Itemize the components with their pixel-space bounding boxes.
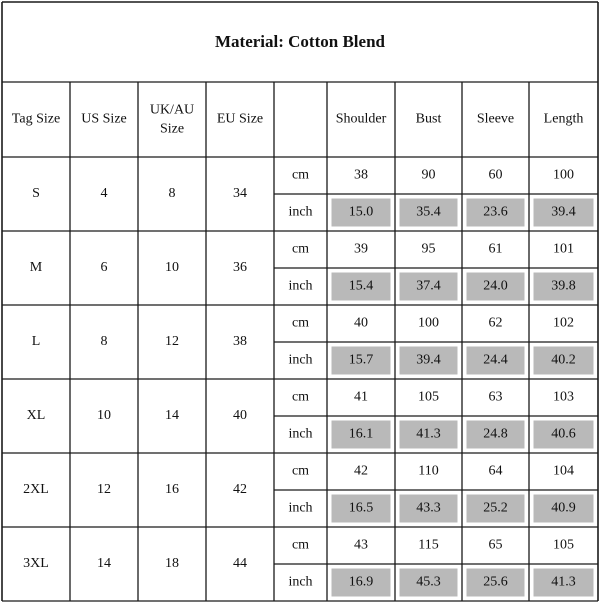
uk-au-size-cell: 12 (165, 334, 179, 350)
unit-label-inch: inch (288, 352, 313, 368)
inch-value-cell: 43.3 (416, 500, 441, 516)
inch-value-cell: 40.2 (551, 352, 576, 368)
cm-value-cell: 41 (354, 389, 368, 405)
header-eu-size: EU Size (216, 111, 264, 127)
inch-value-cell: 39.4 (551, 204, 576, 220)
cm-value-cell: 62 (488, 315, 503, 331)
cm-value-cell: 65 (488, 537, 503, 553)
cm-value-cell: 110 (418, 463, 439, 479)
eu-size-cell: 42 (233, 482, 247, 498)
unit-label-inch: inch (288, 426, 313, 442)
unit-label-inch: inch (288, 204, 313, 220)
us-size-cell: 6 (100, 260, 108, 276)
cm-value-cell: 105 (418, 389, 439, 405)
cm-value-cell: 42 (354, 463, 368, 479)
cm-value-cell: 64 (488, 463, 503, 479)
cm-value-cell: 102 (553, 315, 574, 331)
tag-size-cell: S (32, 186, 40, 202)
cm-value-cell: 105 (553, 537, 574, 553)
header-us-size: US Size (81, 111, 127, 127)
unit-label-cm: cm (291, 167, 310, 183)
eu-size-cell: 40 (233, 408, 247, 424)
cm-value-cell: 61 (488, 241, 503, 257)
eu-size-cell: 44 (233, 556, 247, 572)
cm-value-cell: 63 (488, 389, 503, 405)
cm-value-cell: 40 (354, 315, 368, 331)
cm-value-cell: 43 (354, 537, 368, 553)
inch-value-cell: 15.0 (348, 204, 374, 220)
unit-label-inch: inch (288, 574, 313, 590)
unit-label-cm: cm (291, 537, 310, 553)
eu-size-cell: 36 (233, 260, 247, 276)
unit-label-cm: cm (291, 389, 310, 405)
inch-value-cell: 35.4 (416, 204, 441, 220)
inch-value-cell: 45.3 (416, 574, 441, 590)
unit-label-inch: inch (288, 278, 313, 294)
unit-label-cm: cm (291, 463, 310, 479)
header-tag-size: Tag Size (11, 111, 61, 127)
inch-value-cell: 16.9 (348, 574, 374, 590)
unit-label-cm: cm (291, 241, 310, 257)
cm-value-cell: 104 (553, 463, 574, 479)
tag-size-cell: M (29, 260, 43, 276)
cm-value-cell: 100 (553, 167, 574, 183)
inch-value-cell: 41.3 (416, 426, 441, 442)
uk-au-size-cell: 14 (165, 408, 179, 424)
tag-size-cell: 3XL (23, 556, 49, 572)
cm-value-cell: 100 (418, 315, 439, 331)
us-size-cell: 8 (100, 334, 108, 350)
inch-value-cell: 16.5 (348, 500, 374, 516)
header-sleeve: Sleeve (476, 111, 515, 127)
inch-value-cell: 15.7 (348, 352, 374, 368)
uk-au-size-cell: 8 (168, 186, 176, 202)
tag-size-cell: L (31, 334, 41, 350)
header-bust: Bust (415, 111, 442, 127)
uk-au-size-cell: 18 (165, 556, 179, 572)
cm-value-cell: 103 (553, 389, 574, 405)
header-shoulder: Shoulder (335, 111, 387, 127)
us-size-cell: 4 (100, 186, 108, 202)
tag-size-cell: XL (26, 408, 46, 424)
inch-value-cell: 25.6 (483, 574, 508, 590)
cm-value-cell: 90 (421, 167, 436, 183)
unit-label-inch: inch (288, 500, 313, 516)
inch-value-cell: 24.8 (483, 426, 508, 442)
header-length: Length (543, 111, 584, 127)
inch-value-cell: 39.4 (416, 352, 441, 368)
table-title: Material: Cotton Blend (215, 31, 385, 51)
cm-value-cell: 60 (488, 167, 503, 183)
cm-value-cell: 101 (553, 241, 574, 257)
unit-label-cm: cm (291, 315, 310, 331)
inch-value-cell: 16.1 (348, 426, 374, 442)
eu-size-cell: 38 (233, 334, 247, 350)
inch-value-cell: 40.9 (551, 500, 576, 516)
uk-au-size-cell: 16 (165, 482, 179, 498)
inch-value-cell: 40.6 (551, 426, 576, 442)
uk-au-size-cell: 10 (165, 260, 179, 276)
cm-value-cell: 39 (354, 241, 368, 257)
inch-value-cell: 23.6 (483, 204, 508, 220)
header-uk-au-size: UK/AU Size (149, 102, 195, 137)
us-size-cell: 10 (97, 408, 111, 424)
inch-value-cell: 24.0 (483, 278, 508, 294)
cm-value-cell: 95 (421, 241, 436, 257)
us-size-cell: 14 (97, 556, 111, 572)
inch-value-cell: 25.2 (483, 500, 508, 516)
eu-size-cell: 34 (233, 186, 247, 202)
inch-value-cell: 15.4 (348, 278, 374, 294)
inch-value-cell: 24.4 (483, 352, 508, 368)
inch-value-cell: 37.4 (416, 278, 441, 294)
cm-value-cell: 38 (354, 167, 368, 183)
inch-value-cell: 41.3 (551, 574, 576, 590)
inch-value-cell: 39.8 (551, 278, 576, 294)
cm-value-cell: 115 (418, 537, 439, 553)
us-size-cell: 12 (97, 482, 111, 498)
tag-size-cell: 2XL (23, 482, 49, 498)
